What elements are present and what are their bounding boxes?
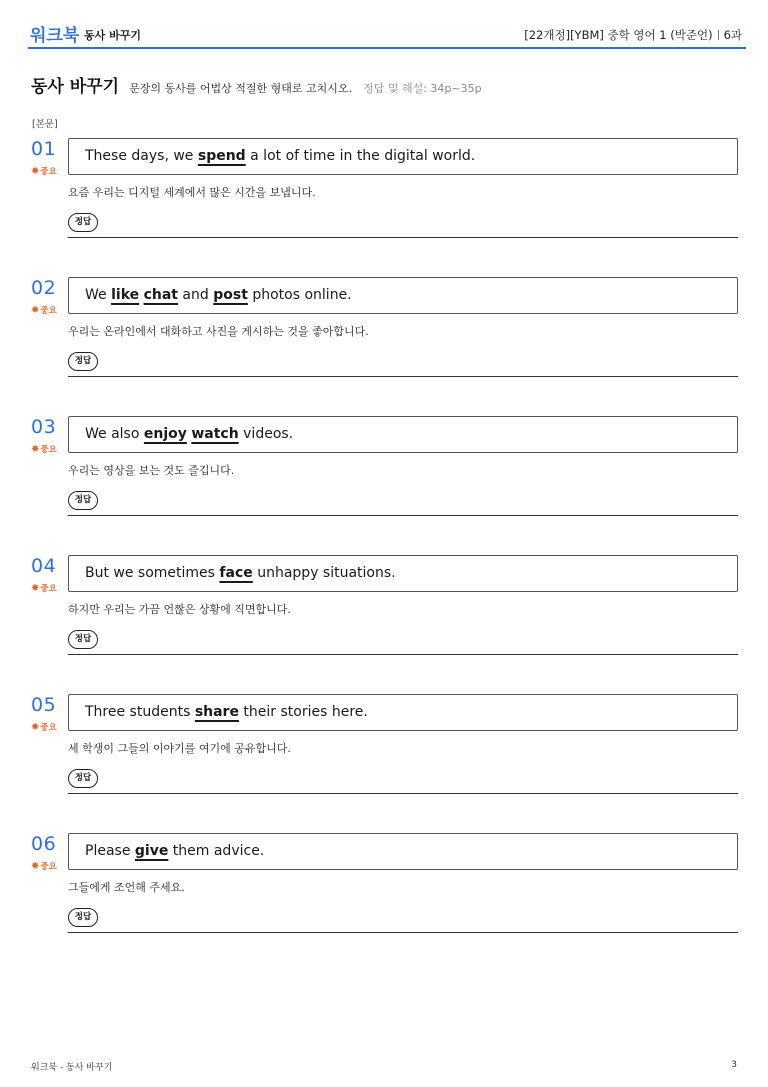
sentence-text: We also: [85, 426, 144, 442]
korean-translation: 우리는 온라인에서 대화하고 사진을 게시하는 것을 좋아합니다.: [68, 325, 369, 338]
sentence-box: [68, 833, 738, 870]
target-verb: face: [219, 565, 253, 581]
question-number: 01: [31, 138, 57, 160]
question-number: 02: [31, 277, 57, 299]
important-label: 중요: [40, 584, 57, 594]
sentence-text: Please: [85, 843, 135, 859]
answer-line[interactable]: [68, 376, 738, 377]
sentence-text: and: [177, 287, 214, 303]
question-item: [0, 694, 768, 804]
page-number: 3: [731, 1060, 737, 1070]
sparkle-icon: ✸: [31, 166, 40, 177]
important-label: 중요: [40, 723, 57, 733]
important-badge: [31, 721, 57, 733]
target-verb: post: [213, 287, 248, 303]
course-name: [22개정][YBM] 중학 영어 1 (박준언): [524, 28, 713, 42]
page-title: 동사 바꾸기: [31, 77, 120, 97]
important-badge: [31, 582, 57, 594]
korean-translation: 요즘 우리는 디지털 세계에서 많은 시간을 보냅니다.: [68, 186, 316, 199]
korean-translation: 세 학생이 그들의 이야기를 여기에 공유합니다.: [68, 742, 291, 755]
answer-line[interactable]: [68, 793, 738, 794]
important-badge: [31, 860, 57, 872]
answer-button[interactable]: 정답: [68, 491, 98, 510]
answer-button[interactable]: 정답: [68, 630, 98, 649]
sentence-box: [68, 416, 738, 453]
question-item: [0, 277, 768, 387]
question-number: 03: [31, 416, 57, 438]
answer-button[interactable]: 정답: [68, 213, 98, 232]
title-row: [31, 72, 482, 97]
page-header: [28, 20, 746, 49]
answer-line[interactable]: [68, 515, 738, 516]
important-badge: [31, 443, 57, 455]
sentence-box: [68, 694, 738, 731]
important-label: 중요: [40, 167, 57, 177]
answer-button[interactable]: 정답: [68, 352, 98, 371]
divider: [718, 30, 719, 40]
question-item: [0, 416, 768, 526]
korean-translation: 그들에게 조언해 주세요.: [68, 881, 185, 894]
sentence-box: [68, 555, 738, 592]
answer-button[interactable]: 정답: [68, 908, 98, 927]
sparkle-icon: ✸: [31, 861, 40, 872]
brand-title: 워크북: [30, 26, 80, 46]
answer-button[interactable]: 정답: [68, 769, 98, 788]
footer-title: 워크북 - 동사 바꾸기: [31, 1063, 113, 1073]
korean-translation: 하지만 우리는 가끔 언짢은 상황에 직면합니다.: [68, 603, 291, 616]
sparkle-icon: ✸: [31, 722, 40, 733]
question-item: [0, 555, 768, 665]
sentence-text: a lot of time in the digital world.: [245, 148, 476, 164]
question-number: 06: [31, 833, 57, 855]
target-verb: share: [194, 704, 239, 720]
sparkle-icon: ✸: [31, 583, 40, 594]
question-item: [0, 138, 768, 248]
brand-subtitle: 동사 바꾸기: [84, 29, 141, 42]
answer-line[interactable]: [68, 654, 738, 655]
sentence-text: their stories here.: [238, 704, 368, 720]
sentence-text: Three students: [85, 704, 195, 720]
course-info: [524, 27, 742, 43]
sentence-box: [68, 138, 738, 175]
answer-line[interactable]: [68, 237, 738, 238]
question-item: [0, 833, 768, 943]
important-label: 중요: [40, 862, 57, 872]
sentence-text: These days, we: [85, 148, 198, 164]
target-verb: chat: [143, 287, 178, 303]
target-verb: like: [111, 287, 140, 303]
sentence-text: But we sometimes: [85, 565, 220, 581]
sentence-text: unhappy situations.: [252, 565, 396, 581]
target-verb: give: [134, 843, 169, 859]
sparkle-icon: ✸: [31, 444, 40, 455]
sentence-text: videos.: [238, 426, 294, 442]
target-verb: spend: [197, 148, 246, 164]
korean-translation: 우리는 영상을 보는 것도 즐깁니다.: [68, 464, 235, 477]
lesson-label: 6과: [723, 28, 742, 42]
sentence-text: photos online.: [247, 287, 352, 303]
target-verb: enjoy: [143, 426, 187, 442]
question-number: 05: [31, 694, 57, 716]
important-label: 중요: [40, 306, 57, 316]
instruction-text: 문장의 동사를 어법상 적절한 형태로 고치시오.: [129, 82, 352, 95]
sentence-box: [68, 277, 738, 314]
important-badge: [31, 165, 57, 177]
sparkle-icon: ✸: [31, 305, 40, 316]
important-badge: [31, 304, 57, 316]
section-tag: [본문]: [32, 119, 58, 130]
question-number: 04: [31, 555, 57, 577]
important-label: 중요: [40, 445, 57, 455]
target-verb: watch: [191, 426, 239, 442]
sentence-text: them advice.: [168, 843, 265, 859]
sentence-text: We: [85, 287, 112, 303]
answer-reference: 정답 및 해설: 34p~35p: [363, 82, 482, 95]
answer-line[interactable]: [68, 932, 738, 933]
